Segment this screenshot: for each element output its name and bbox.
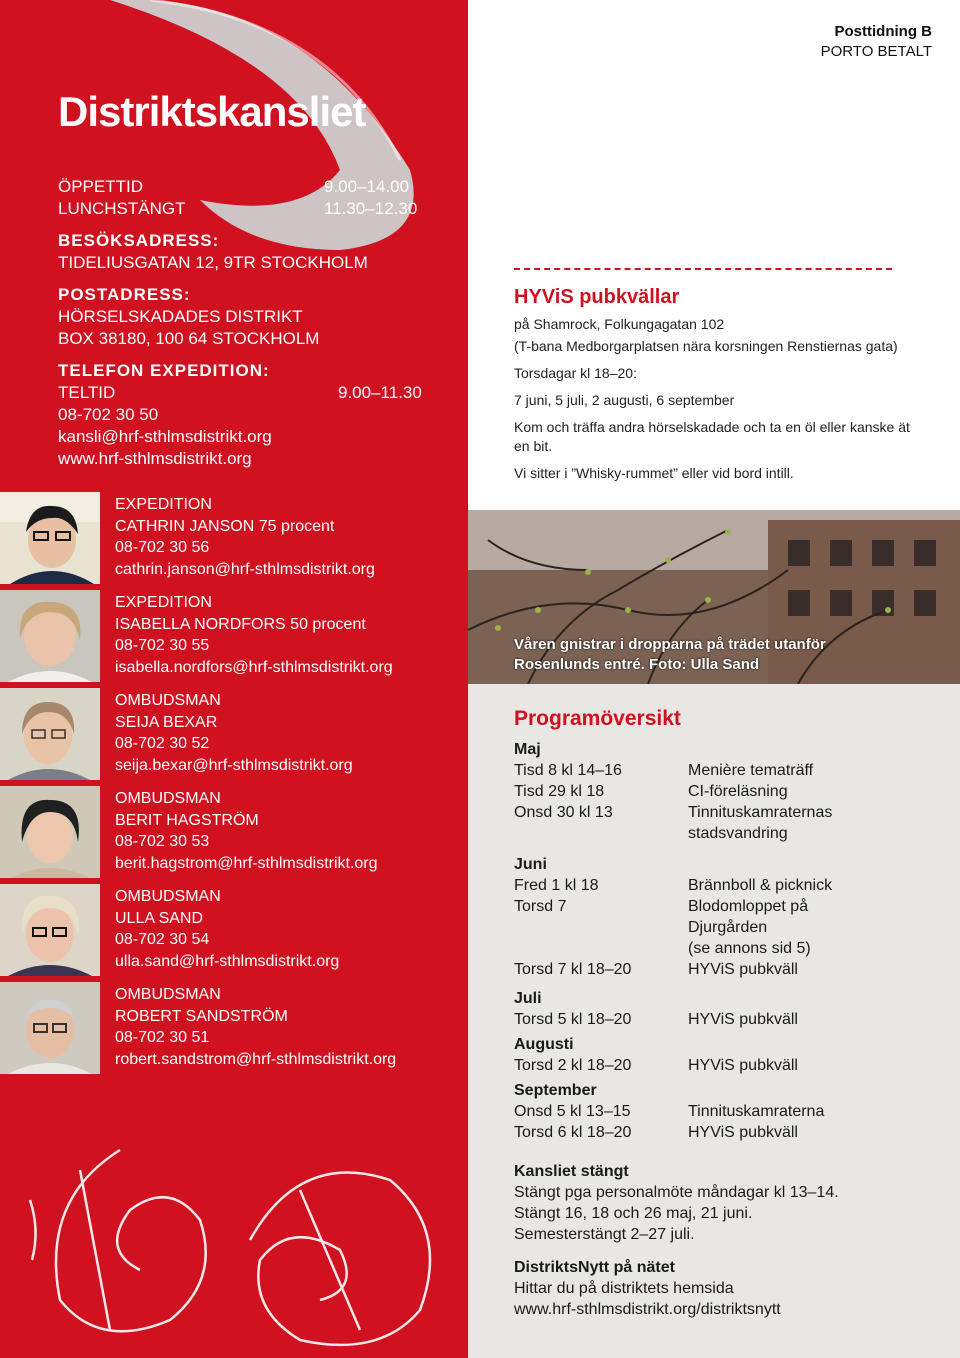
web-heading: DistriktsNytt på nätet [514,1259,675,1276]
left-panel [0,0,468,1358]
staff-photo [0,786,100,878]
event-when: Torsd 7 kl 18–20 [514,961,632,978]
program-panel [468,684,960,1358]
event-when: Torsd 7 [514,898,567,915]
staff-phone: 08-702 30 52 [115,735,210,752]
pub-heading: HYViS pubkvällar [514,286,680,308]
pub-dates: 7 juni, 5 juli, 2 augusti, 6 september [514,392,735,408]
contact-info [58,176,422,470]
lunch-value: 11.30–12.30 [324,199,418,218]
staff-role: OMBUDSMAN [115,692,221,709]
event-what: HYViS pubkväll [688,961,798,978]
program-row [514,938,944,959]
month-heading: Juni [514,856,547,873]
program-row [514,1122,944,1143]
staff-photo [0,982,100,1074]
event-what: HYViS pubkväll [688,1057,798,1074]
program-row [514,1101,944,1122]
program-row [514,781,944,802]
web-line: Hittar du på distriktets hemsida [514,1280,734,1297]
event-when: Onsd 5 kl 13–15 [514,1103,631,1120]
phone-time-value: 9.00–11.30 [338,383,422,402]
event-when [514,917,688,938]
phone-number: 08-702 30 50 [58,405,159,424]
staff-name: SEIJA BEXAR [115,713,218,731]
pub-directions: (T-bana Medborgarplatsen nära korsningen Renstiernas gata) [514,338,898,354]
open-hours-label: ÖPPETTID [58,177,144,196]
pub-invite: Kom och träffa andra hörselskadade och ta en öl eller kanske ät en bit. [514,419,910,454]
staff-extra: 75 procent [258,517,335,535]
program-row [514,760,944,781]
staff-role: EXPEDITION [115,594,212,611]
postage-line1: Posttidning B [834,23,932,40]
program-row [514,896,944,917]
staff-phone: 08-702 30 55 [115,637,210,654]
staff-email[interactable]: seija.bexar@hrf-sthlmsdistrikt.org [115,756,353,774]
event-what: Brännboll & picknick [688,877,833,894]
event-what: Blodomloppet på [688,898,809,915]
closed-line: Stängt 16, 18 och 26 maj, 21 juni. [514,1205,753,1222]
visit-label: BESÖKSADRESS: [58,231,220,250]
phone-label: TELEFON EXPEDITION: [58,361,270,380]
pub-seating: Vi sitter i ”Whisky-rummet” eller vid bord intill. [514,465,794,481]
staff-entry [0,786,468,882]
staff-name: ISABELLA NORDFORS [115,615,286,633]
pub-schedule: Torsdagar kl 18–20: [514,365,637,381]
staff-role: EXPEDITION [115,496,212,513]
staff-entry [0,884,468,980]
dashed-divider [514,268,892,270]
event-when [514,823,688,844]
event-when: Torsd 2 kl 18–20 [514,1057,632,1074]
postage-line2: PORTO BETALT [820,43,932,60]
month-heading: Augusti [514,1036,574,1053]
closed-line: Semesterstängt 2–27 juli. [514,1226,695,1243]
closed-line: Stängt pga personalmöte måndagar kl 13–14. [514,1184,839,1201]
program-row [514,823,944,844]
closed-heading: Kansliet stängt [514,1163,629,1180]
event-what: Menière tematräff [688,762,814,779]
program-row [514,959,944,980]
program-row [514,917,944,938]
event-when: Torsd 5 kl 18–20 [514,1011,632,1028]
staff-name: BERIT HAGSTRÖM [115,811,259,829]
month-heading: Maj [514,741,541,758]
staff-phone: 08-702 30 54 [115,931,210,948]
staff-phone: 08-702 30 51 [115,1029,210,1046]
staff-name: CATHRIN JANSON [115,517,255,535]
postage-mark [821,22,932,62]
event-when: Onsd 30 kl 13 [514,804,613,821]
staff-extra: 50 procent [290,615,366,633]
program-row [514,875,944,896]
staff-phone: 08-702 30 53 [115,833,210,850]
event-when [514,938,688,959]
event-what: Djurgården [688,919,768,936]
staff-email[interactable]: robert.sandstrom@hrf-sthlmsdistrikt.org [115,1050,397,1068]
staff-photo [0,688,100,780]
postal-label: POSTADRESS: [58,285,191,304]
staff-name: ROBERT SANDSTRÖM [115,1007,288,1025]
staff-email[interactable]: berit.hagstrom@hrf-sthlmsdistrikt.org [115,854,378,872]
staff-role: OMBUDSMAN [115,986,221,1003]
program-row [514,1055,944,1076]
program-row [514,1009,944,1030]
pub-location: på Shamrock, Folkungagatan 102 [514,316,725,332]
staff-entry [0,590,468,686]
staff-email[interactable]: ulla.sand@hrf-sthlmsdistrikt.org [115,952,340,970]
event-what: stadsvandring [688,825,788,842]
web-link[interactable]: www.hrf-sthlmsdistrikt.org/distriktsnytt [514,1301,781,1318]
visit-address: TIDELIUSGATAN 12, 9TR STOCKHOLM [58,253,368,272]
page-title: Distriktskansliet [58,88,366,135]
phone-time-label: TELTID [58,383,116,402]
staff-phone: 08-702 30 56 [115,539,210,556]
event-what: HYViS pubkväll [688,1124,798,1141]
staff-name: ULLA SAND [115,909,204,927]
staff-email[interactable]: cathrin.janson@hrf-sthlmsdistrikt.org [115,560,375,578]
photo-caption [514,635,826,675]
pub-section [514,288,914,486]
staff-photo [0,492,100,584]
caption-line1: Våren gnistrar i dropparna på trädet utanför [514,636,826,653]
event-when: Fred 1 kl 18 [514,877,599,894]
event-what: Tinnituskamraternas [688,804,833,821]
event-when: Torsd 6 kl 18–20 [514,1124,632,1141]
staff-role: OMBUDSMAN [115,790,221,807]
event-what: (se annons sid 5) [688,940,811,957]
event-when: Tisd 29 kl 18 [514,783,605,800]
staff-email[interactable]: isabella.nordfors@hrf-sthlmsdistrikt.org [115,658,393,676]
caption-line2: Rosenlunds entré. Foto: Ulla Sand [514,656,760,673]
event-what: HYViS pubkväll [688,1011,798,1028]
month-heading: September [514,1082,597,1099]
staff-entry [0,982,468,1078]
open-hours-value: 9.00–14.00 [324,177,410,196]
staff-role: OMBUDSMAN [115,888,221,905]
website-link[interactable]: www.hrf-sthlmsdistrikt.org [58,449,252,468]
program-row [514,802,944,823]
postal-line1: HÖRSELSKADADES DISTRIKT [58,307,303,326]
office-email[interactable]: kansli@hrf-sthlmsdistrikt.org [58,427,272,446]
staff-entry [0,688,468,784]
staff-photo [0,590,100,682]
event-what: Tinnituskamraterna [688,1103,825,1120]
staff-entry [0,492,468,588]
event-when: Tisd 8 kl 14–16 [514,762,622,779]
event-what: CI-föreläsning [688,783,788,800]
staff-photo [0,884,100,976]
postal-line2: BOX 38180, 100 64 STOCKHOLM [58,329,320,348]
lunch-label: LUNCHSTÄNGT [58,199,186,218]
program-heading: Programöversikt [514,707,681,730]
month-heading: Juli [514,990,542,1007]
